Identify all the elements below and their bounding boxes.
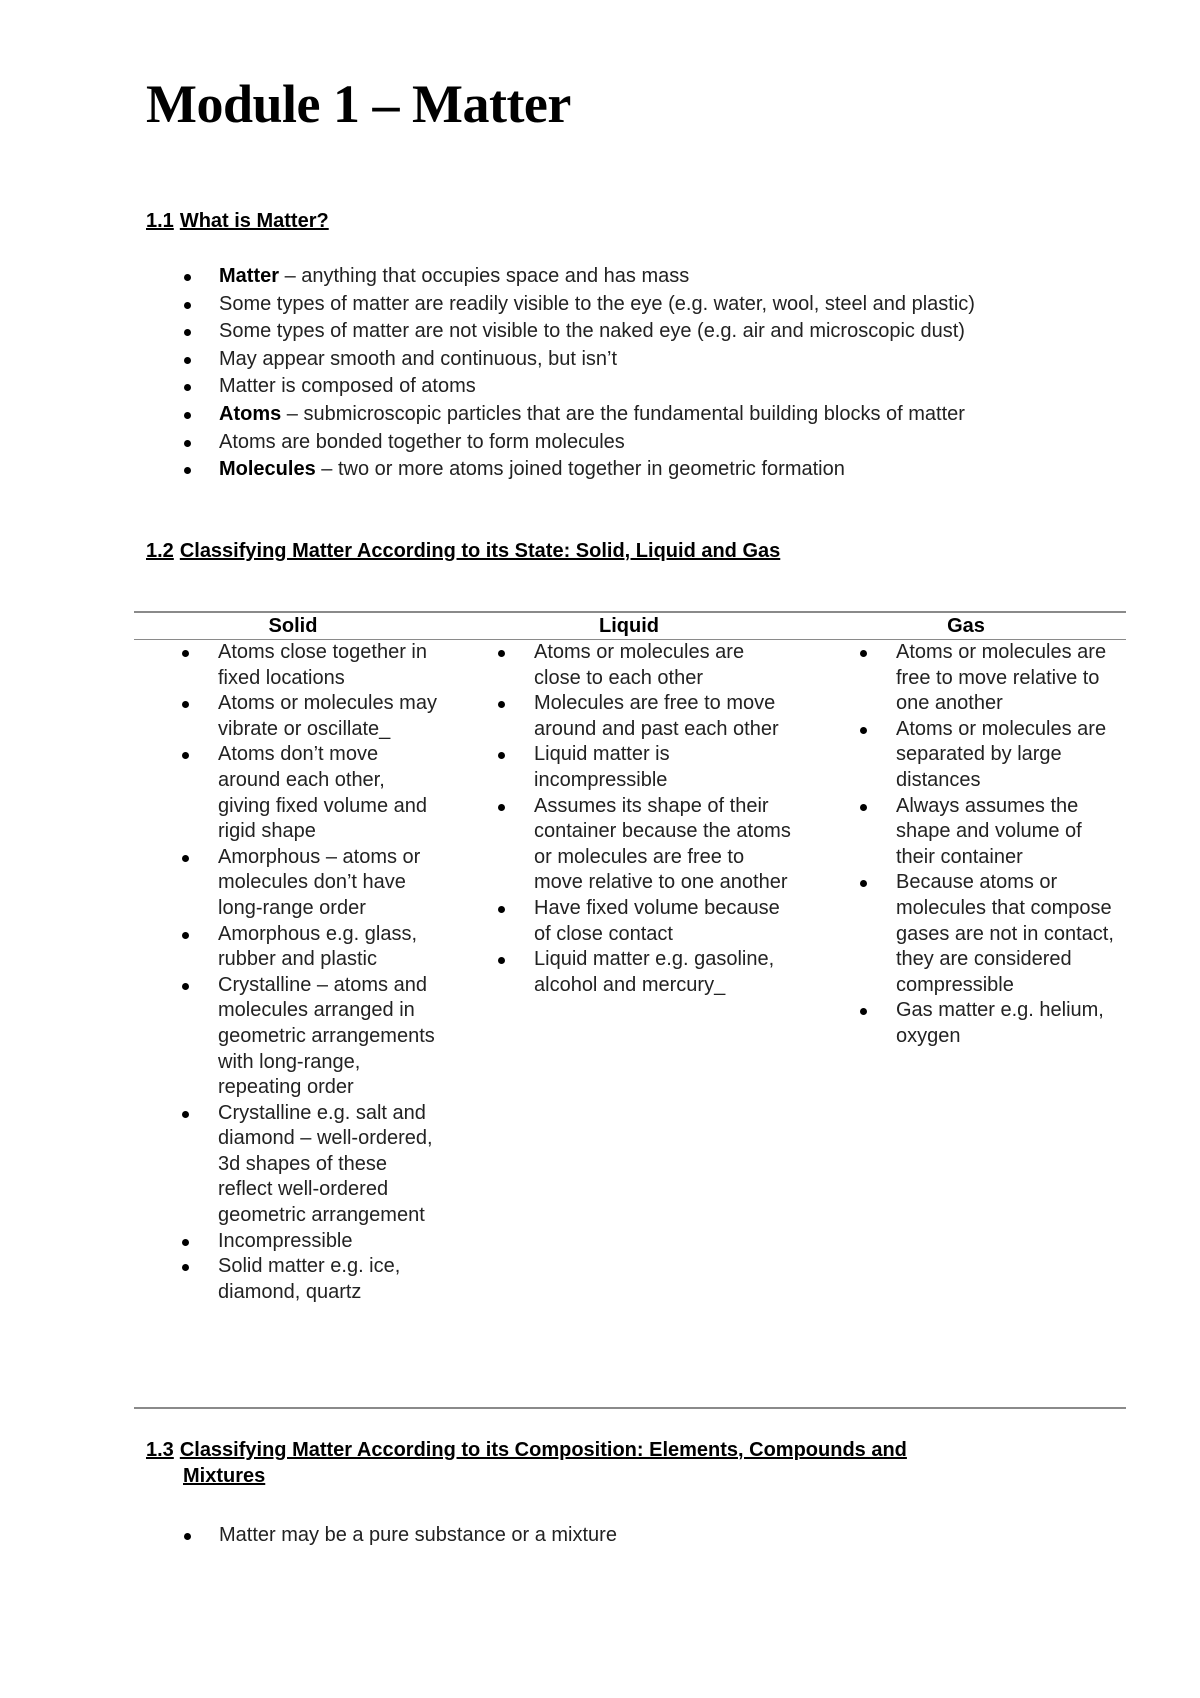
section-title-line-2: Mixtures (183, 1465, 266, 1487)
list-item: Atoms close together in fixed locations (218, 640, 440, 691)
list-item: Have fixed volume because of close contact (534, 896, 796, 947)
term: Matter (219, 265, 280, 287)
definition: – two or more atoms joined together in geometric formation (315, 458, 845, 481)
solid-properties-list (134, 640, 440, 1305)
gas-properties-list (806, 640, 1118, 1050)
states-of-matter-table (134, 611, 1126, 1409)
definition: – submicroscopic particles that are the fundamental building blocks of matter (281, 402, 965, 425)
table-cell-liquid (452, 640, 806, 1407)
list-item: Amorphous – atoms or molecules don’t have long-range order (218, 845, 440, 922)
list-item: Always assumes the shape and volume of their container (896, 794, 1118, 871)
list-item-text: May appear smooth and continuous, but isn’t (219, 347, 618, 370)
list-item (146, 346, 1119, 374)
definition: – anything that occupies space and has mass (279, 265, 690, 287)
list-item: Atoms or molecules may vibrate or oscillate_ (218, 691, 440, 742)
list-item-text: Matter is composed of atoms (219, 375, 476, 398)
composition-list (146, 1522, 1119, 1550)
section-number: 1.3 (146, 1439, 174, 1461)
list-item (146, 318, 1119, 346)
section-title: What is Matter? (179, 210, 329, 232)
list-item: Gas matter e.g. helium, oxygen (896, 998, 1118, 1049)
liquid-properties-list (452, 640, 796, 998)
term: Molecules (219, 458, 316, 481)
section-title: Classifying Matter According to its State: Solid, Liquid and Gas (179, 540, 781, 562)
list-item: Liquid matter e.g. gasoline, alcohol and mercury_ (534, 947, 796, 998)
list-item-text: Atoms are bonded together to form molecules (219, 430, 625, 453)
section-heading-1-1 (146, 208, 329, 234)
list-item (146, 263, 1119, 291)
list-item-text: Some types of matter are readily visible to the eye (e.g. water, wool, steel and plastic) (219, 292, 975, 315)
table-body-row (134, 640, 1126, 1407)
list-item: Molecules are free to move around and past each other (534, 691, 796, 742)
list-item: Atoms or molecules are separated by large distances (896, 717, 1118, 794)
list-item (146, 291, 1119, 319)
table-header-row (134, 613, 1126, 640)
list-item: Crystalline e.g. salt and diamond – well-ordered, 3d shapes of these reflect well-ordered geometric arrangement (218, 1101, 440, 1229)
section-title-line-1: Classifying Matter According to its Composition: Elements, Compounds and (179, 1439, 907, 1461)
column-header-gas: Gas (947, 615, 985, 637)
column-header-solid: Solid (268, 615, 318, 637)
list-item: Atoms don’t move around each other, giving fixed volume and rigid shape (218, 742, 440, 844)
term: Atoms (219, 402, 282, 425)
list-item (146, 401, 1119, 429)
list-item: Liquid matter is incompressible (534, 742, 796, 793)
list-item (146, 429, 1119, 457)
list-item: Matter may be a pure substance or a mixture (146, 1522, 1119, 1550)
page-title: Module 1 – Matter (146, 74, 571, 134)
list-item: Atoms or molecules are free to move relative to one another (896, 640, 1118, 717)
section-number: 1.1 (146, 210, 174, 232)
list-item: Incompressible (218, 1229, 440, 1255)
list-item: Crystalline – atoms and molecules arranged in geometric arrangements with long-range, repeating order (218, 973, 440, 1101)
list-item: Atoms or molecules are close to each other (534, 640, 796, 691)
table-cell-gas (806, 640, 1126, 1407)
list-item: Amorphous e.g. glass, rubber and plastic (218, 922, 440, 973)
list-item (146, 456, 1119, 484)
section-heading-1-2 (146, 538, 780, 564)
section-number: 1.2 (146, 540, 174, 562)
table-cell-solid (134, 640, 452, 1407)
list-item: Because atoms or molecules that compose gases are not in contact, they are considered compressible (896, 870, 1118, 998)
list-item: Solid matter e.g. ice, diamond, quartz (218, 1254, 440, 1305)
list-item: Assumes its shape of their container because the atoms or molecules are free to move relative to one another (534, 794, 796, 896)
list-item-text: Some types of matter are not visible to the naked eye (e.g. air and microscopic dust) (219, 320, 965, 343)
list-item (146, 373, 1119, 401)
what-is-matter-list (146, 263, 1119, 484)
section-heading-1-3 (146, 1437, 1066, 1489)
column-header-liquid: Liquid (599, 615, 659, 637)
